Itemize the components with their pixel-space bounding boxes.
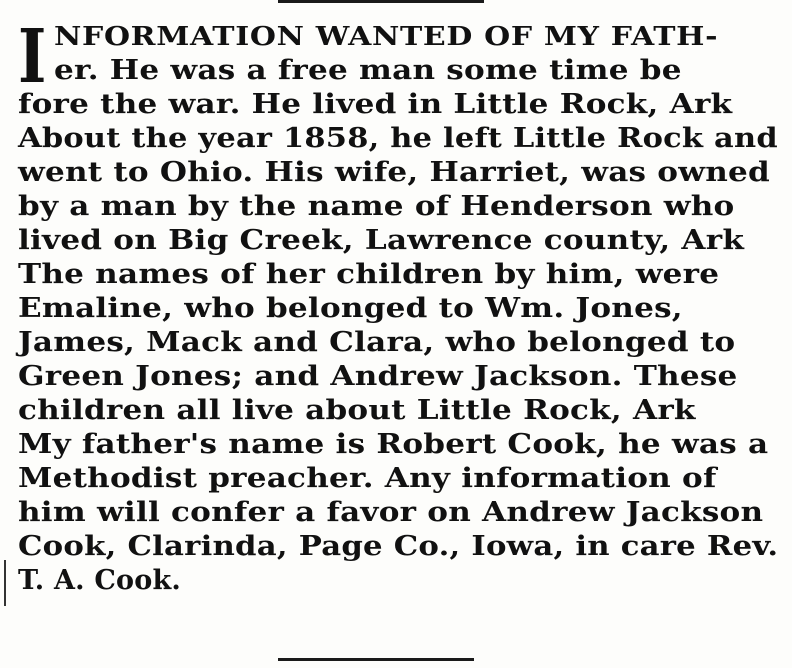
- text-line: Cook, Clarinda, Page Co., Iowa, in care Rev.: [18, 531, 779, 562]
- headline-line: NFORMATION WANTED OF MY FATH-: [54, 22, 719, 52]
- column-edge-mark: [4, 560, 6, 606]
- text-line: The names of her children by him, were: [18, 259, 720, 290]
- text-line: T. A. Cook.: [18, 565, 181, 596]
- text-line: James, Mack and Clara, who belonged to: [18, 327, 736, 358]
- text-line: fore the war. He lived in Little Rock, Ark: [18, 89, 733, 120]
- text-line: him will confer a favor on Andrew Jackson: [18, 497, 764, 528]
- text-line: Green Jones; and Andrew Jackson. These: [18, 361, 738, 392]
- drop-cap: I: [18, 14, 47, 100]
- text-line: lived on Big Creek, Lawrence county, Ark: [18, 225, 745, 256]
- top-rule: [278, 0, 484, 3]
- text-line: er. He was a free man some time be: [54, 55, 682, 86]
- text-line: by a man by the name of Henderson who: [18, 191, 735, 222]
- text-line: went to Ohio. His wife, Harriet, was owned: [18, 157, 770, 188]
- text-line: Methodist preacher. Any information of: [18, 463, 717, 494]
- text-line: My father's name is Robert Cook, he was a: [18, 429, 769, 460]
- text-line: children all live about Little Rock, Ark: [18, 395, 696, 426]
- notice-article: [18, 14, 779, 598]
- bottom-rule: [278, 658, 474, 661]
- text-line: About the year 1858, he left Little Rock and: [18, 123, 778, 154]
- text-line: Emaline, who belonged to Wm. Jones,: [18, 293, 683, 324]
